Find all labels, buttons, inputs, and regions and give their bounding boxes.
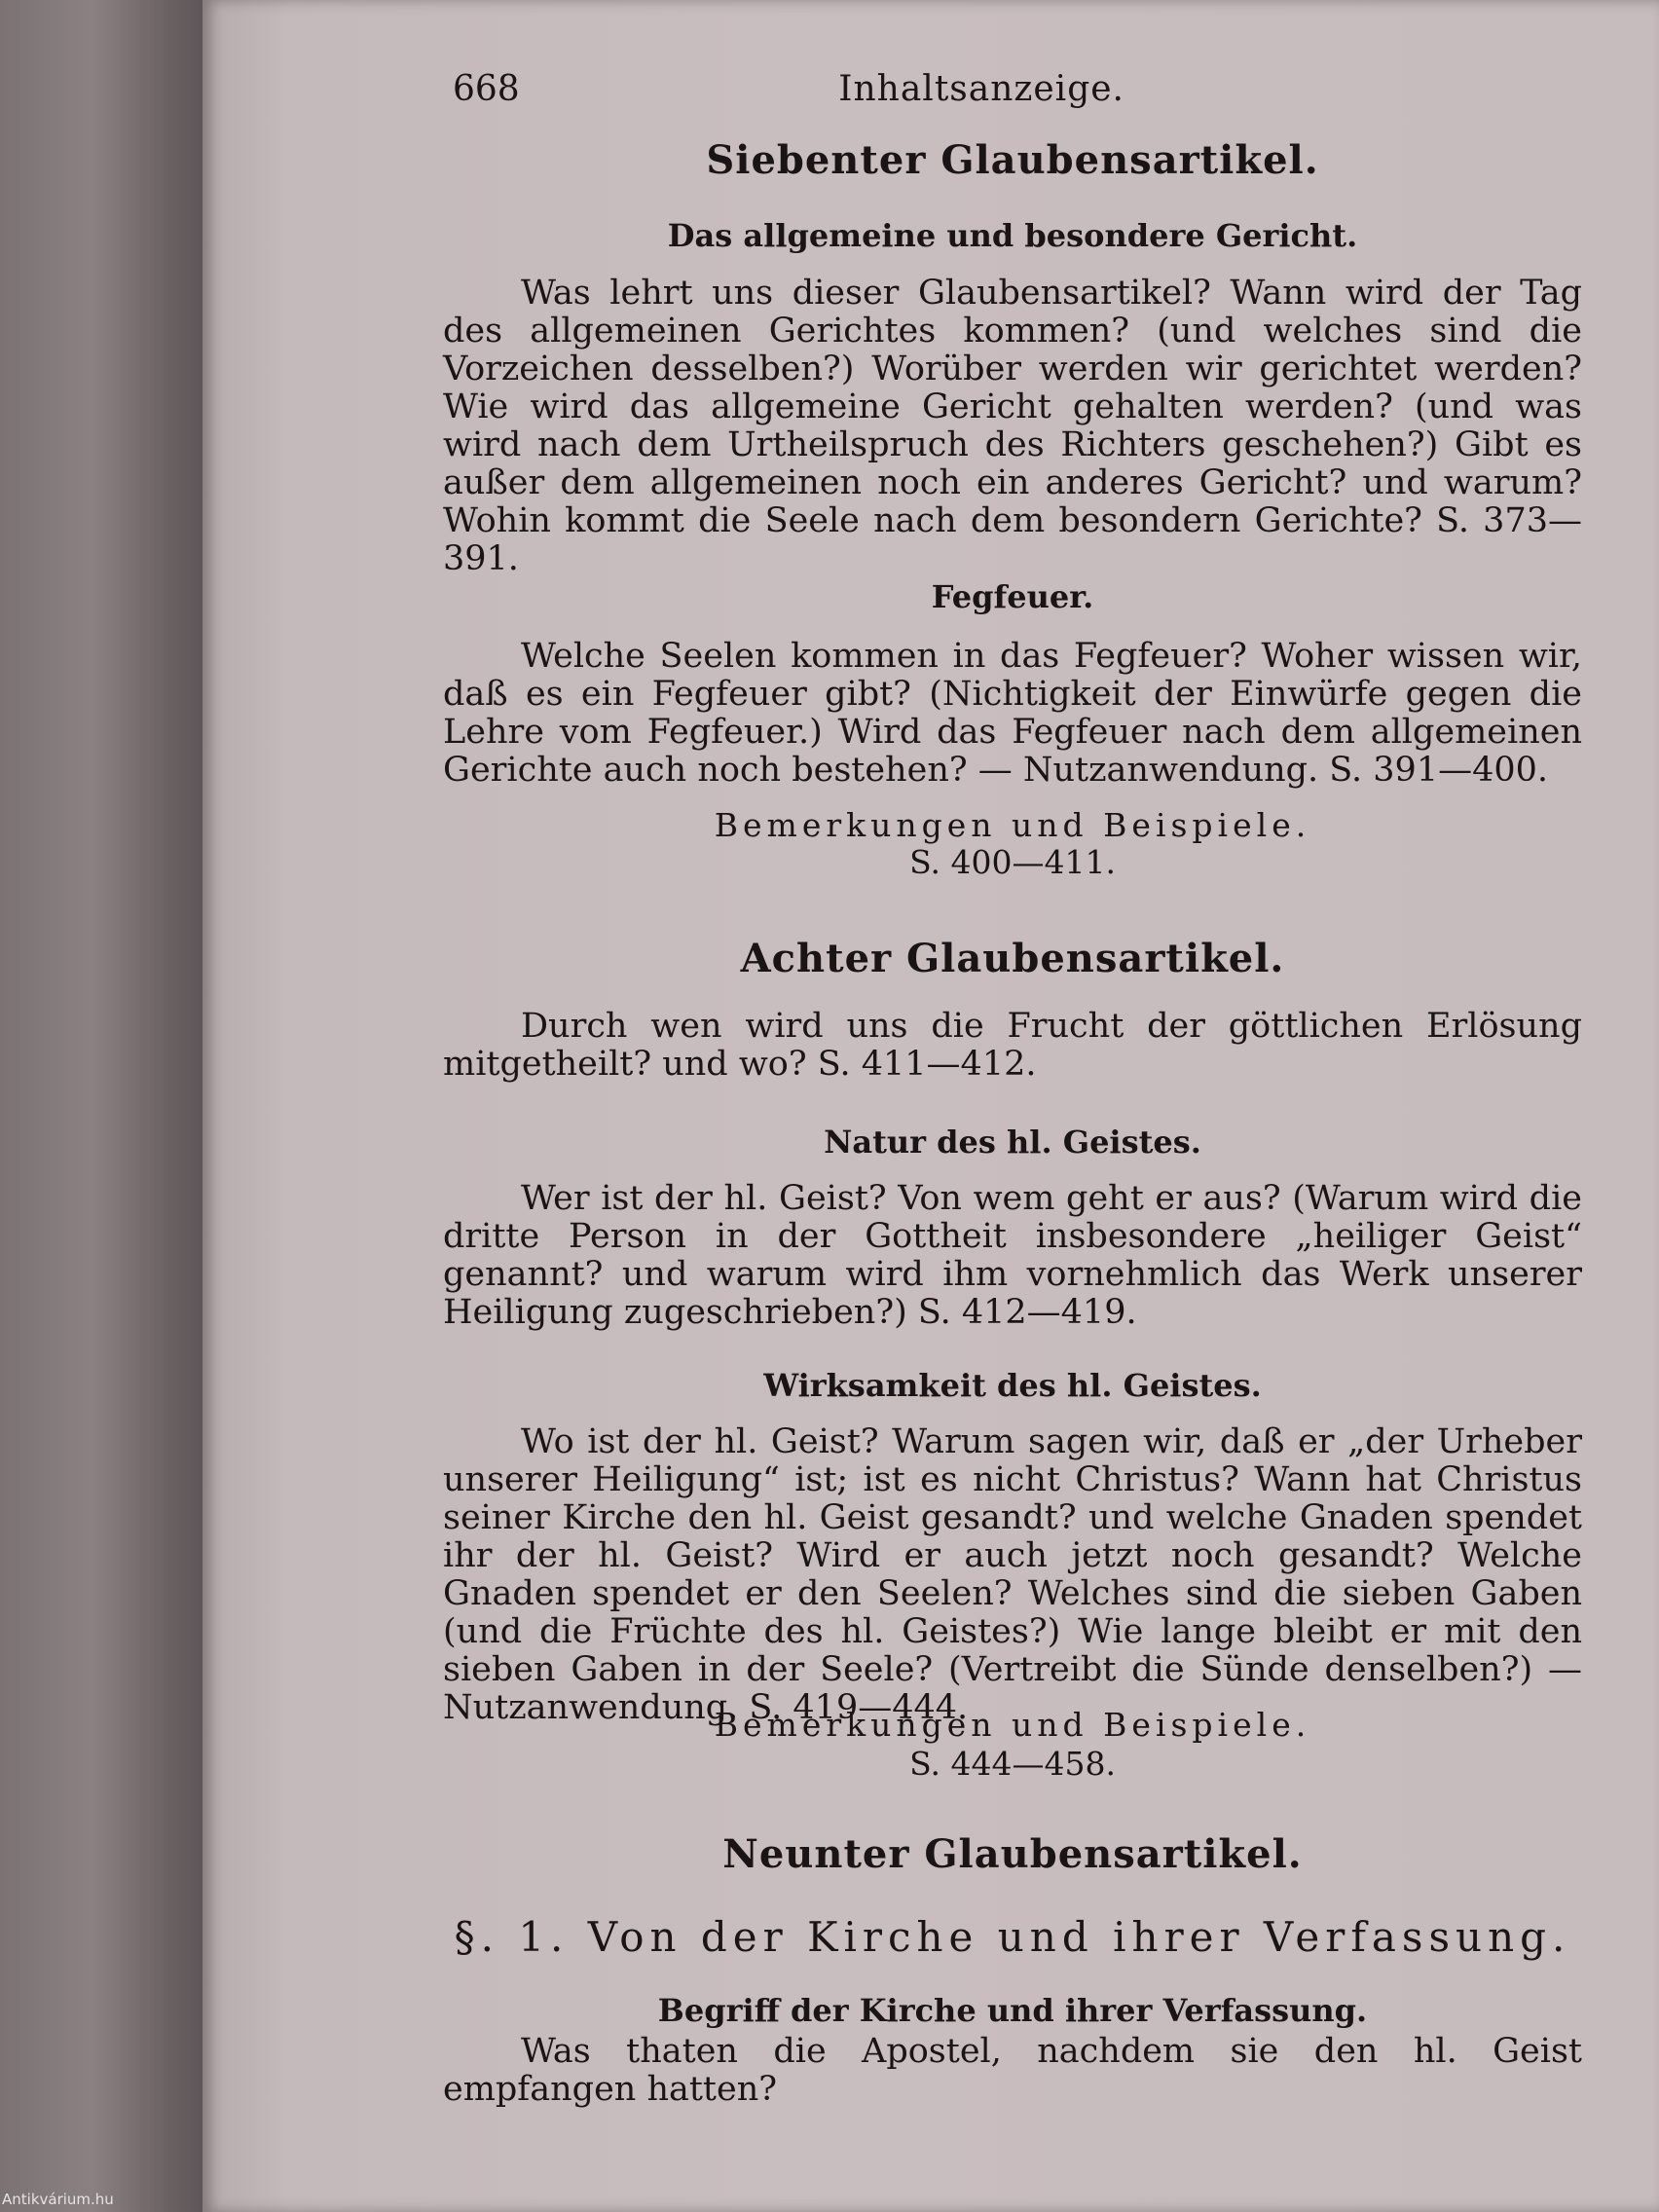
- article-8-paragraph-intro: Durch wen wird uns die Frucht der göttlichen Erlösung mitgetheilt? und wo? S. 411—412.: [443, 1007, 1582, 1084]
- article-7-subheading-purgatory: Fegfeuer.: [931, 578, 1094, 615]
- running-title: Inhaltsanzeige.: [838, 69, 1124, 109]
- article-7-heading: Siebenter Glaubensartikel.: [706, 137, 1319, 183]
- article-8-subheading-efficacy: Wirksamkeit des hl. Geistes.: [763, 1367, 1262, 1404]
- article-7-remarks-pages: S. 400—411.: [909, 843, 1116, 881]
- article-9-subheading-church: Begriff der Kirche und ihrer Verfassung.: [657, 1992, 1368, 2029]
- article-7-paragraph-purgatory: Welche Seelen kommen in das Fegfeuer? Woher wissen wir, daß es ein Fegfeuer gibt? (Nichtigkeit der Einwürfe gegen die Lehre vom Fegfeuer.) Wird das Fegfeuer nach dem allgemeinen Gerichte auch noch bestehen? — Nutzanwendung. S. 391—400.: [443, 637, 1582, 790]
- book-binding-edge: [0, 0, 204, 2212]
- article-9-section-heading: §. 1. Von der Kirche und ihrer Verfassung.: [454, 1913, 1571, 1961]
- article-9-heading: Neunter Glaubensartikel.: [722, 1831, 1303, 1877]
- article-7-remarks: Bemerkungen und Beispiele.: [714, 806, 1311, 844]
- article-8-paragraph-nature: Wer ist der hl. Geist? Von wem geht er aus? (Warum wird die dritte Person in der Gottheit insbesondere „heiliger Geist“ genannt? und warum wird ihm vornehmlich das Werk unserer Heiligung zugeschrieben?) S. 412—419.: [443, 1179, 1582, 1332]
- page-number: 668: [453, 69, 520, 109]
- article-9-paragraph-church: Was thaten die Apostel, nachdem sie den hl. Geist empfangen hatten?: [443, 2032, 1582, 2109]
- article-8-paragraph-efficacy: Wo ist der hl. Geist? Warum sagen wir, daß er „der Urheber unserer Heiligung“ ist; ist es nicht Christus? Wann hat Christus seiner Kirche den hl. Geist gesandt? und welche Gnaden spendet ihr der hl. Geist? Wird er auch jetzt noch gesandt? Welche Gnaden spendet er den Seelen? Welches sind die sieben Gaben (und die Früchte des hl. Geistes?) Wie lange bleibt er mit den sieben Gaben in der Seele? (Vertreibt die Sünde denselben?) — Nutzanwendung. S. 419—444.: [443, 1422, 1582, 1727]
- article-8-subheading-nature: Natur des hl. Geistes.: [824, 1124, 1201, 1161]
- article-8-heading: Achter Glaubensartikel.: [740, 936, 1285, 981]
- watermark: Antikvárium.hu: [2, 2191, 114, 2208]
- article-8-remarks: Bemerkungen und Beispiele.: [714, 1706, 1311, 1744]
- page-header: [453, 60, 1124, 119]
- article-7-paragraph-judgment: Was lehrt uns dieser Glaubensartikel? Wann wird der Tag des allgemeinen Gerichtes kommen? (und welches sind die Vorzeichen desselben?) Worüber werden wir gerichtet werden? Wie wird das allgemeine Gericht gehalten werden? (und was wird nach dem Urtheilspruch des Richters geschehen?) Gibt es außer dem allgemeinen noch ein anderes Gericht? und warum? Wohin kommt die Seele nach dem besondern Gerichte? S. 373—391.: [443, 274, 1582, 578]
- article-8-remarks-pages: S. 444—458.: [909, 1745, 1116, 1783]
- article-7-subheading-judgment: Das allgemeine und besondere Gericht.: [667, 217, 1358, 254]
